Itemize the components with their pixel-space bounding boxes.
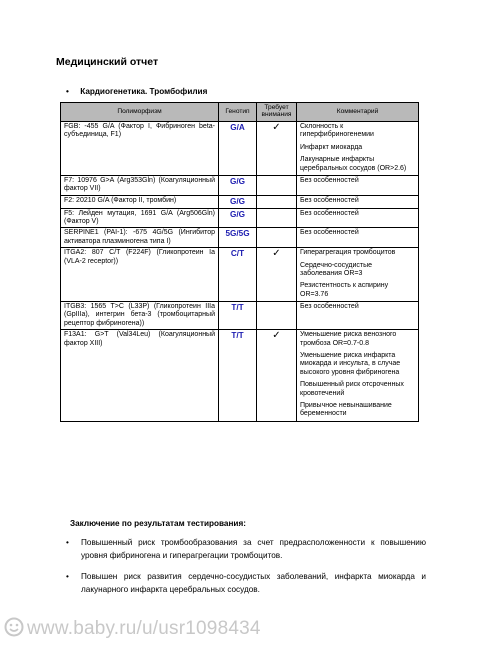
bullet-dot: •	[66, 538, 69, 547]
comment-line: Без особенностей	[300, 176, 359, 184]
page-title: Медицинский отчет	[56, 56, 159, 68]
attention-cell	[257, 175, 297, 195]
section-heading	[66, 87, 207, 96]
baby-logo-icon	[4, 617, 24, 643]
attention-cell	[257, 330, 297, 422]
comment-cell	[297, 122, 419, 176]
attention-cell	[257, 228, 297, 248]
conclusion-text: Повышенный риск тромбообразования за счет предрасположенности к повышению уровня фибриногена и гиперагрегации тромбоцитов.	[81, 538, 426, 560]
polymorphism-cell: SERPINE1 (PAI-1): -675 4G/5G (Ингибитор активатора плазминогена типа I)	[61, 228, 219, 248]
attention-cell	[257, 195, 297, 208]
genotype-cell: T/T	[219, 302, 257, 330]
header-polymorphism: Полиморфизм	[61, 103, 219, 122]
polymorphism-cell: F7: 10976 G>A (Arg353Gln) (Коагуляционный фактор VII)	[61, 175, 219, 195]
genotype-cell: G/G	[219, 208, 257, 228]
comment-line: Без особенностей	[300, 196, 359, 204]
comment-cell	[297, 302, 419, 330]
genotype-cell: 5G/5G	[219, 228, 257, 248]
checkmark-icon: ✓	[272, 122, 281, 133]
results-table	[60, 102, 419, 422]
attention-cell	[257, 122, 297, 176]
comment-line: Без особенностей	[300, 209, 359, 217]
comment-line: Повышенный риск отсроченных кровотечений	[300, 381, 404, 397]
conclusion-text: Повышен риск развития сердечно-сосудистых заболеваний, инфаркта миокарда и лакунарного инфаркта церебральных сосудов.	[81, 572, 426, 594]
polymorphism-cell: F5: Лейден мутация, 1691 G/A (Arg506Gln) (Фактор V)	[61, 208, 219, 228]
attention-cell	[257, 208, 297, 228]
header-attention: Требует внимания	[257, 103, 297, 122]
table-row	[61, 175, 419, 195]
polymorphism-cell: F2: 20210 G/A (Фактор II, тромбин)	[61, 195, 219, 208]
polymorphism-cell: ITGA2: 807 C/T (F224F) (Гликопротеин Ia (VLA-2 receptor))	[61, 248, 219, 302]
genotype-cell: C/T	[219, 248, 257, 302]
watermark	[4, 617, 261, 643]
comment-line: Сердечно-сосудистые заболевания OR=3	[300, 261, 373, 277]
table-row	[61, 302, 419, 330]
header-genotype: Генотип	[219, 103, 257, 122]
attention-cell	[257, 302, 297, 330]
genotype-cell: G/A	[219, 122, 257, 176]
table-row	[61, 228, 419, 248]
comment-line: Инфаркт миокарда	[300, 143, 363, 151]
genotype-cell: G/G	[219, 195, 257, 208]
table-row	[61, 195, 419, 208]
checkmark-icon: ✓	[272, 248, 281, 260]
comment-line: Без особенностей	[300, 229, 359, 237]
comment-cell	[297, 175, 419, 195]
attention-cell	[257, 248, 297, 302]
watermark-text: www.baby.ru/u/usr1098434	[27, 618, 261, 639]
conclusion-title: Заключение по результатам тестирования:	[70, 519, 246, 528]
genotype-cell: T/T	[219, 330, 257, 422]
table-header-row	[61, 103, 419, 122]
genotype-cell: G/G	[219, 175, 257, 195]
comment-line: Склонность к гиперфибриногенемии	[300, 123, 374, 139]
table-row	[61, 122, 419, 176]
table-row	[61, 208, 419, 228]
comment-cell	[297, 330, 419, 422]
comment-line: Уменьшение риска инфаркта миокарда и инсульта, в случае высокого уровня фибриногена	[300, 352, 401, 376]
section-bullet: •	[66, 87, 69, 96]
table-row	[61, 248, 419, 302]
polymorphism-cell: FGB: -455 G/A (Фактор I, Фибриноген beta-субъединица, F1)	[61, 122, 219, 176]
comment-cell	[297, 248, 419, 302]
header-comment: Комментарий	[297, 103, 419, 122]
checkmark-icon: ✓	[272, 330, 281, 342]
comment-line: Резистентность к аспирину OR=3.76	[300, 282, 389, 298]
polymorphism-cell: F13A1: G>T (Val34Leu) (Коагуляционный фактор XIII)	[61, 330, 219, 422]
comment-line: Уменьшение риска венозного тромбоза OR=0.7-0.8	[300, 331, 397, 347]
comment-cell	[297, 195, 419, 208]
bullet-dot: •	[66, 572, 69, 581]
polymorphism-cell: ITGB3: 1565 T>C (L33P) (Гликопротеин IIIa (GpIIIa), интегрин бета-3 (тромбоцитарный рецептор фибриногена))	[61, 302, 219, 330]
comment-line: Гиперагрегация тромбоцитов	[300, 249, 396, 257]
comment-line: Лакунарные инфаркты церебральных сосудов (OR>2.6)	[300, 156, 407, 172]
section-title: Кардиогенетика. Тромбофилия	[80, 87, 208, 96]
comment-cell	[297, 208, 419, 228]
comment-line: Без особенностей	[300, 303, 359, 311]
comment-cell	[297, 228, 419, 248]
comment-line: Привычное невынашивание беременности	[300, 402, 392, 418]
conclusion-item	[66, 570, 426, 596]
conclusion-item	[66, 536, 426, 562]
table-row	[61, 330, 419, 422]
